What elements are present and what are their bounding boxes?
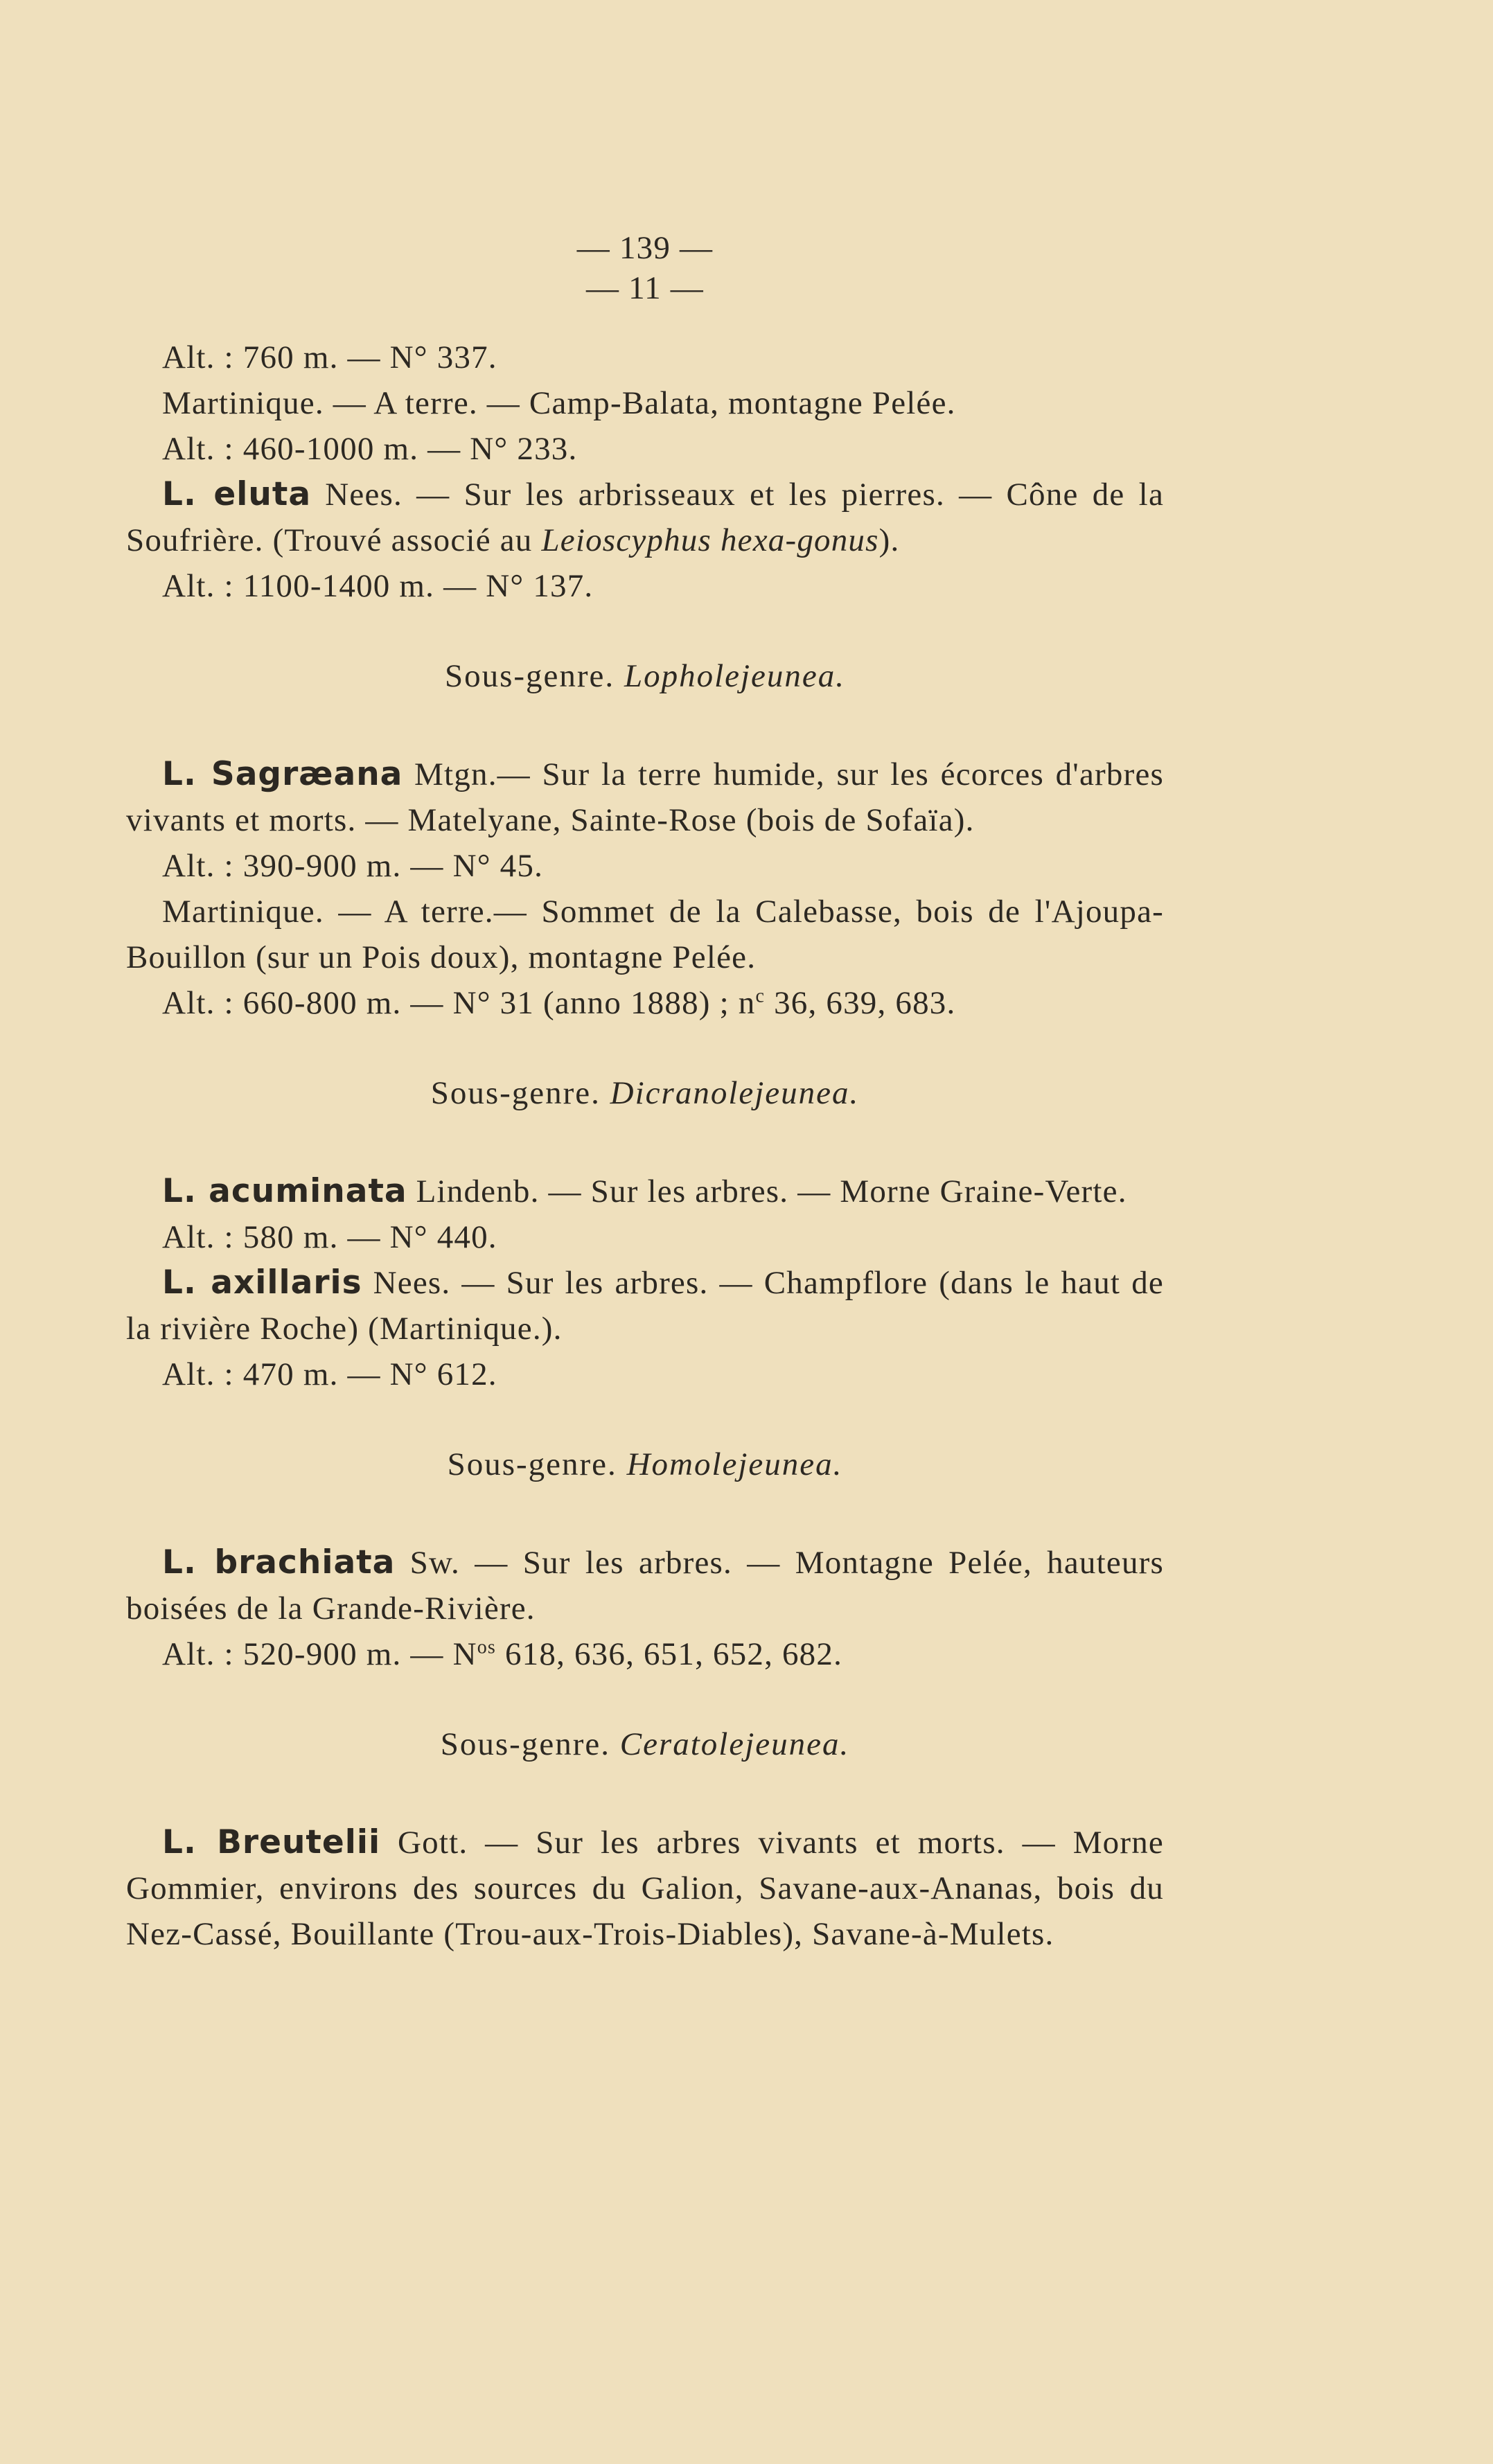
subgenus-name: Ceratolejeunea. [619,1726,850,1762]
text-line: Martinique. — A terre.— Sommet de la Calebasse, bois de l'Ajoupa-Bouillon (sur un Pois doux), montagne Pelée. [126,894,1164,975]
spacer [126,609,1164,653]
text-line [126,980,1164,1026]
text-fragment: 36, 639, 683. [765,985,956,1021]
spacer [126,1397,1164,1442]
superscript: c [755,985,766,1007]
subgenus-heading [126,653,1164,699]
species-name: L. axillaris [162,1264,362,1302]
subgenus-heading [126,1070,1164,1116]
species-name: L. Breutelii [162,1823,381,1861]
species-entry-eluta [126,472,1164,563]
text-fragment: Alt. : 520-900 m. — N [162,1636,477,1672]
species-name: L. Sagræana [162,755,403,793]
species-text: Sw. — Sur les arbres. — Montagne Pelée, hauteurs boisées de la Grande-Rivière. [126,1545,1164,1627]
subgenus-label: Sous-genre. [444,658,624,694]
species-name: L. brachiata [162,1543,396,1581]
text-line: Alt. : 1100-1400 m. — N° 137. [162,568,594,604]
species-entry-sagraeana [126,752,1164,843]
text-fragment: Alt. : 660-800 m. — N° 31 (anno 1888) ; n [162,985,756,1021]
spacer [126,1767,1164,1820]
text-line: Alt. : 460-1000 m. — N° 233. [162,431,578,467]
subgenus-name: Dicranolejeunea. [610,1075,860,1111]
subgenus-heading [126,1442,1164,1487]
subgenus-name: Lopholejeunea. [624,658,846,694]
species-text-tail: ). [878,522,900,558]
text-line: Alt. : 470 m. — N° 612. [162,1356,497,1392]
text-block [126,225,1164,1957]
page-number: — 139 — [576,230,714,266]
spacer [126,1116,1164,1169]
species-text: Mtgn.— Sur la terre humide, sur les écorces d'arbres vivants et morts. — Matelyane, Sainte-Rose (bois de Sofaïa). [126,756,1164,838]
text-line: Martinique. — A terre. — Camp-Balata, montagne Pelée. [162,385,956,421]
species-name: L. acuminata [162,1172,407,1210]
text-fragment: 618, 636, 651, 652, 682. [496,1636,843,1672]
subgenus-label: Sous-genre. [447,1446,627,1482]
sheet-number: — 11 — [586,270,704,306]
subgenus-label: Sous-genre. [440,1726,620,1762]
subgenus-heading [126,1721,1164,1767]
text-line [126,1631,1164,1677]
text-line: Alt. : 760 m. — N° 337. [162,339,497,375]
species-entry-breutelii [126,1820,1164,1957]
species-text: Nees. — Sur les arbrisseaux et les pierres. — Cône de la Soufrière. (Trouvé associé au [126,477,1165,558]
species-entry-acuminata [126,1169,1164,1214]
species-text: Gott. — Sur les arbres vivants et morts. — Morne Gommier, environs des sources du Galion, Savane-aux-Ananas, bois du Nez-Cassé, Bouillante (Trou-aux-Trois-Diables), Savane-à-Mulets. [126,1825,1164,1952]
species-text: Nees. — Sur les arbres. — Champflore (dans le haut de la rivière Roche) (Martinique.). [126,1265,1164,1347]
species-text: Lindenb. — Sur les arbres. — Morne Graine-Verte. [407,1173,1127,1209]
subgenus-name: Homolejeunea. [626,1446,843,1482]
spacer [126,1677,1164,1721]
superscript: os [477,1636,497,1658]
text-line: Alt. : 580 m. — N° 440. [162,1219,497,1255]
subgenus-label: Sous-genre. [430,1075,610,1111]
species-entry-axillaris [126,1260,1164,1351]
spacer [126,699,1164,752]
species-entry-brachiata [126,1540,1164,1631]
spacer [126,311,1164,335]
species-name: L. eluta [162,475,312,513]
text-line: Alt. : 390-900 m. — N° 45. [162,848,544,884]
spacer [126,1487,1164,1540]
species-italic: Leioscyphus hexa-gonus [541,522,879,558]
spacer [126,1026,1164,1070]
